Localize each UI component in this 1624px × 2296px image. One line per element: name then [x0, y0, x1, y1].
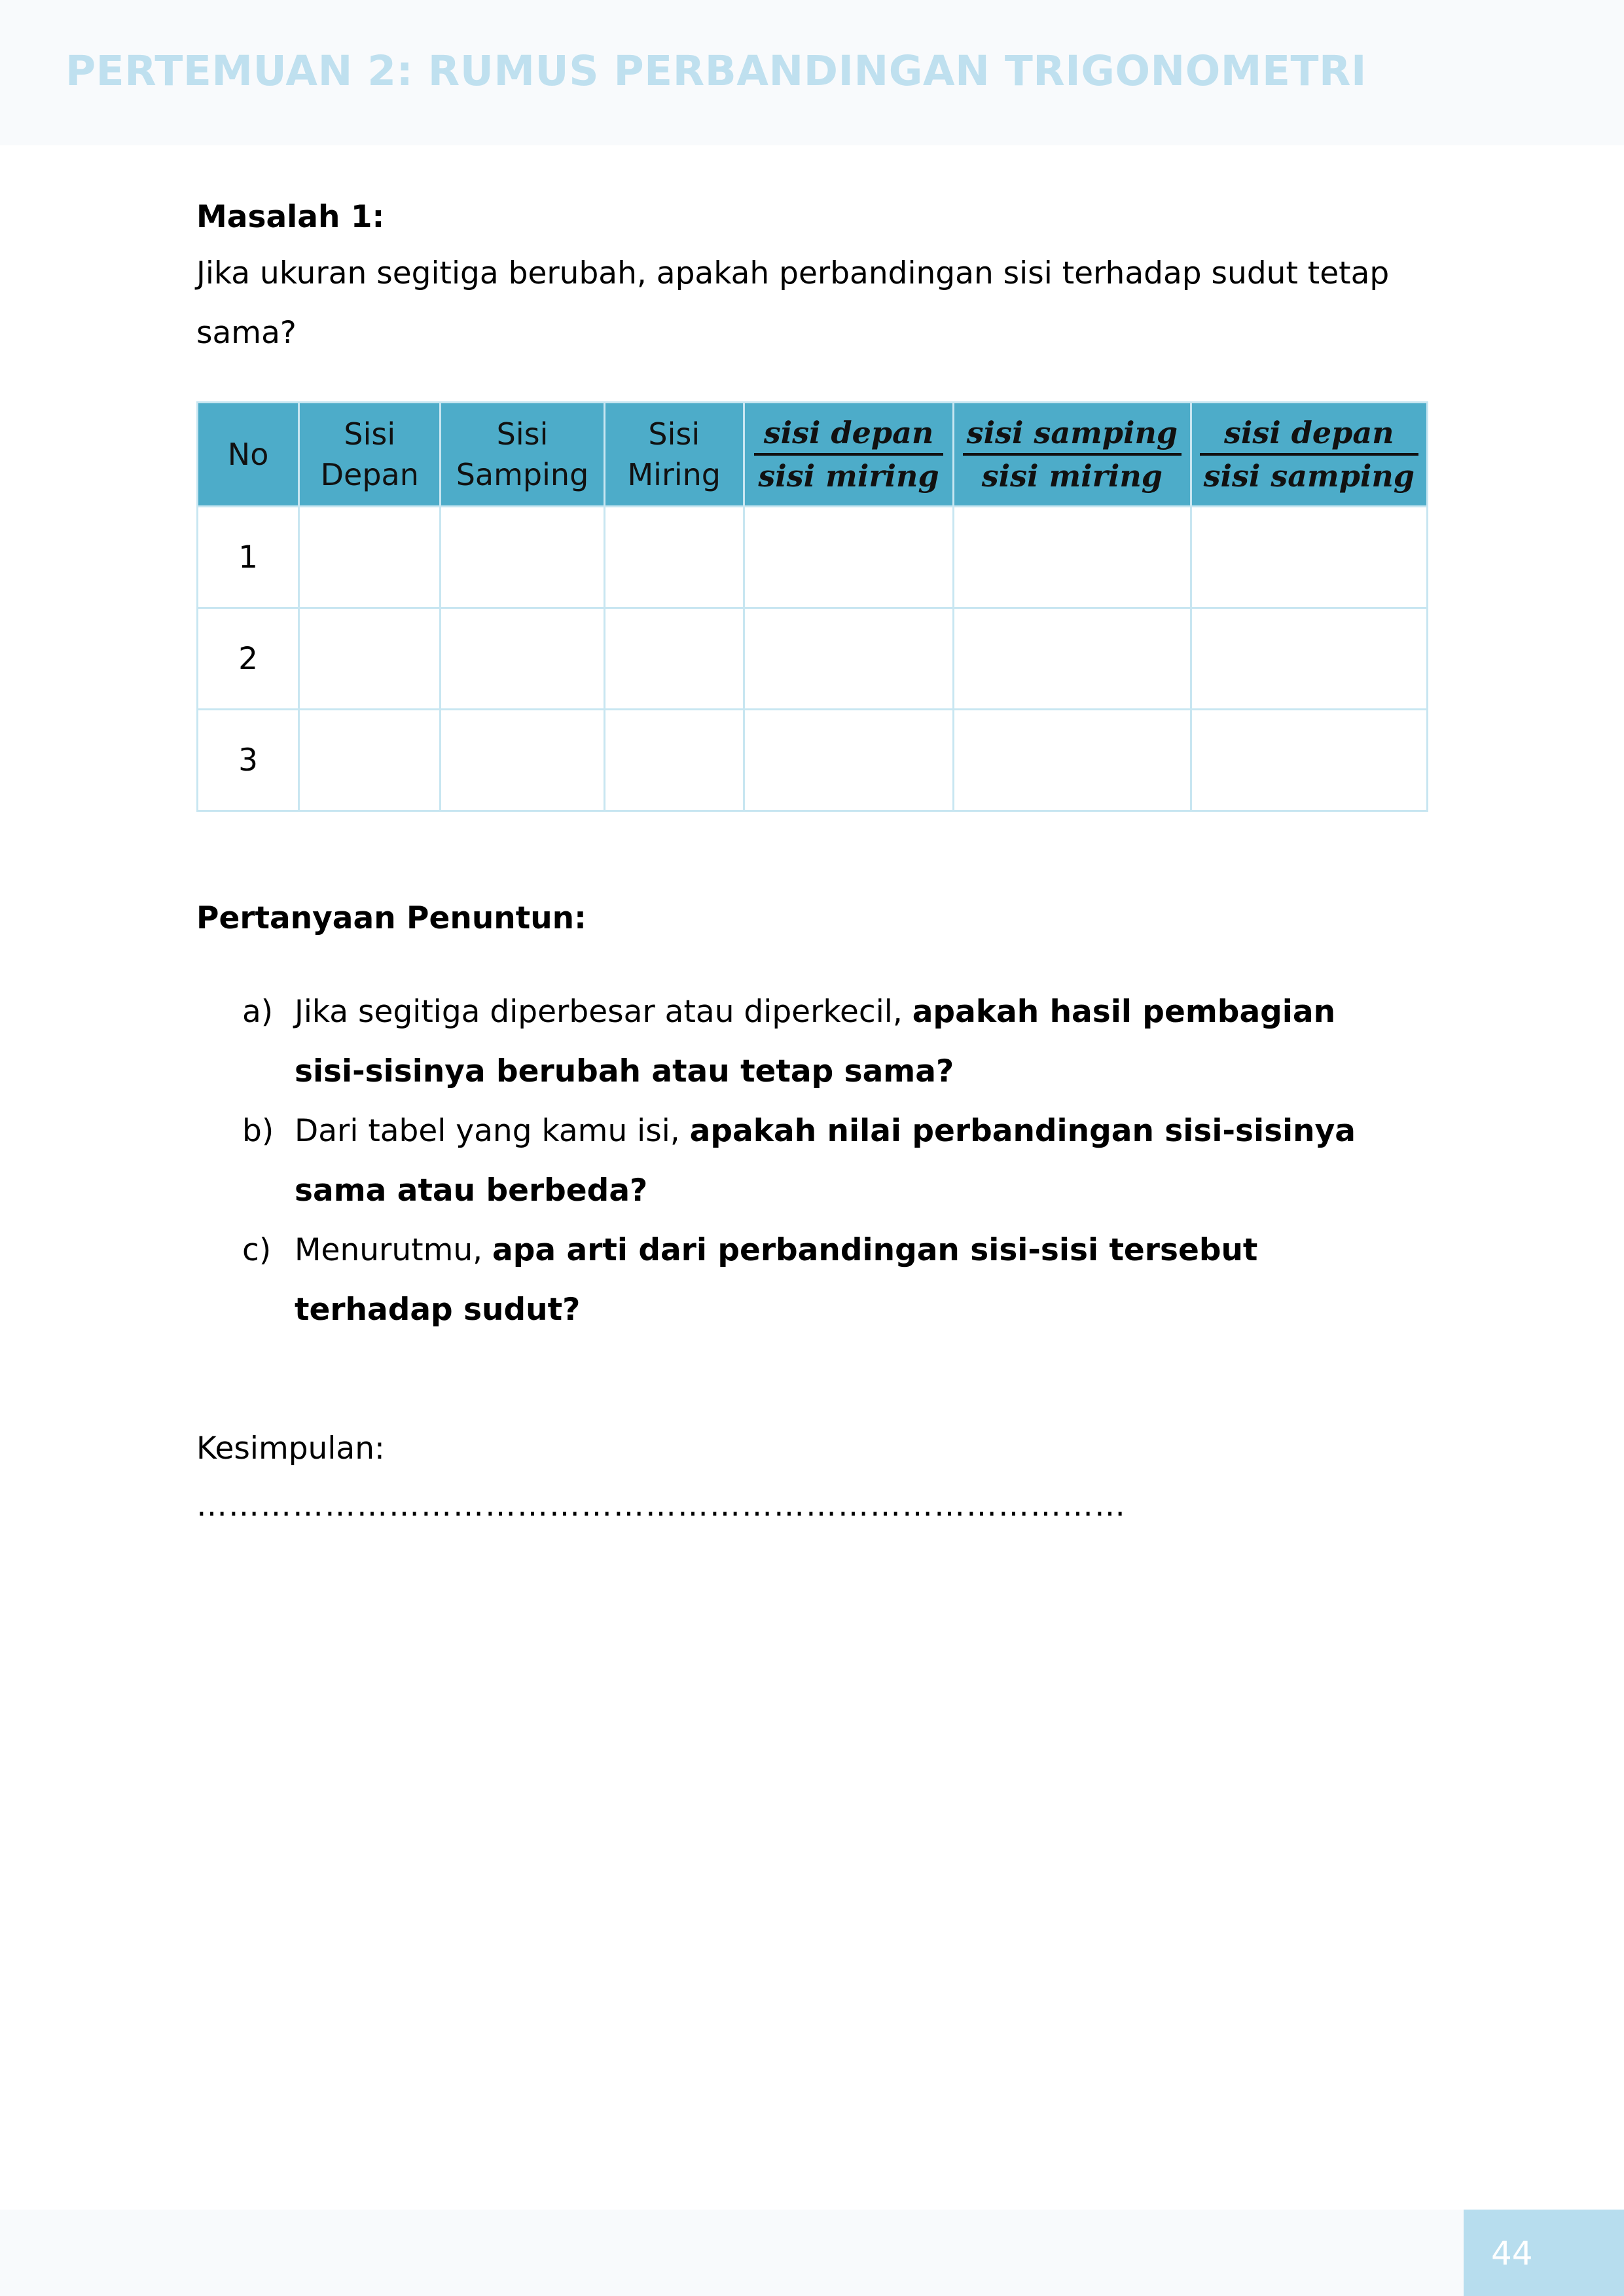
fraction-denominator: sisi samping — [1203, 458, 1415, 494]
table-cell — [744, 608, 953, 710]
question-text: Jika segitiga diperbesar atau diperkecil, — [295, 994, 912, 1030]
header-sisi-miring — [604, 403, 744, 507]
row-number: 1 — [198, 507, 299, 608]
table-cell — [604, 608, 744, 710]
header-label-line: Sisi — [344, 416, 396, 452]
table-cell — [744, 710, 953, 811]
header-no: No — [198, 403, 299, 507]
fraction-denominator: sisi miring — [981, 458, 1163, 494]
fraction-numerator: sisi depan — [1200, 412, 1418, 456]
conclusion-label: Kesimpulan: — [196, 1430, 385, 1467]
table-cell — [954, 507, 1191, 608]
list-item — [242, 1220, 1394, 1339]
footer-band — [0, 2210, 1624, 2296]
list-item — [242, 982, 1394, 1101]
page-number-box — [1464, 2210, 1624, 2296]
guide-title: Pertanyaan Penuntun: — [196, 900, 586, 936]
question-letter: b) — [242, 1113, 274, 1149]
question-emphasis: apa arti dari perbandingan sisi-sisi tersebut terhadap sudut? — [295, 1232, 1258, 1328]
row-number: 2 — [198, 608, 299, 710]
question-emphasis: apakah hasil pembagian sisi-sisinya berubah atau tetap sama? — [295, 994, 1336, 1089]
question-list — [242, 982, 1394, 1339]
header-ratio-samping-miring — [954, 403, 1191, 507]
header-label-line: Sisi — [648, 416, 700, 452]
question-text: Dari tabel yang kamu isi, — [295, 1113, 690, 1149]
question-emphasis: apakah nilai perbandingan sisi-sisinya sama atau berbeda? — [295, 1113, 1356, 1209]
header-band — [0, 0, 1624, 145]
header-label-line: Samping — [456, 457, 589, 492]
question-letter: a) — [242, 994, 274, 1030]
table-cell — [1191, 608, 1427, 710]
problem-title: Masalah 1: — [196, 199, 385, 235]
table-row — [198, 507, 1428, 608]
fraction — [754, 412, 943, 496]
table-cell — [1191, 710, 1427, 811]
table-cell — [954, 710, 1191, 811]
list-item — [242, 1101, 1394, 1220]
question-text: Menurutmu, — [295, 1232, 493, 1268]
header-sisi-samping — [441, 403, 604, 507]
header-ratio-depan-miring — [744, 403, 953, 507]
table-cell — [604, 507, 744, 608]
conclusion-answer-line: …………………………………………………………………………… — [196, 1487, 1127, 1523]
question-letter: c) — [242, 1232, 272, 1268]
row-number: 3 — [198, 710, 299, 811]
table-cell — [954, 608, 1191, 710]
fraction — [963, 412, 1182, 496]
fraction-numerator: sisi depan — [754, 412, 943, 456]
ratio-table — [196, 401, 1428, 812]
page-number: 44 — [1491, 2234, 1533, 2272]
fraction-numerator: sisi samping — [963, 412, 1182, 456]
table-cell — [744, 507, 953, 608]
table-header-row — [198, 403, 1428, 507]
problem-section — [196, 194, 1440, 363]
header-label-line: Sisi — [496, 416, 549, 452]
header-label-line: Miring — [627, 457, 721, 492]
header-sisi-depan — [299, 403, 441, 507]
table-cell — [299, 608, 441, 710]
fraction — [1200, 412, 1418, 496]
chapter-title: PERTEMUAN 2: RUMUS PERBANDINGAN TRIGONOMETRI — [65, 47, 1367, 95]
problem-text: Jika ukuran segitiga berubah, apakah perbandingan sisi terhadap sudut tetap sama? — [196, 255, 1390, 351]
table-cell — [441, 608, 604, 710]
table-row — [198, 608, 1428, 710]
header-label-line: Depan — [320, 457, 419, 492]
fraction-denominator: sisi miring — [758, 458, 939, 494]
table-cell — [1191, 507, 1427, 608]
header-ratio-depan-samping — [1191, 403, 1427, 507]
table-cell — [299, 507, 441, 608]
table-cell — [299, 710, 441, 811]
table-cell — [441, 710, 604, 811]
table-cell — [604, 710, 744, 811]
table-row — [198, 710, 1428, 811]
table-cell — [441, 507, 604, 608]
